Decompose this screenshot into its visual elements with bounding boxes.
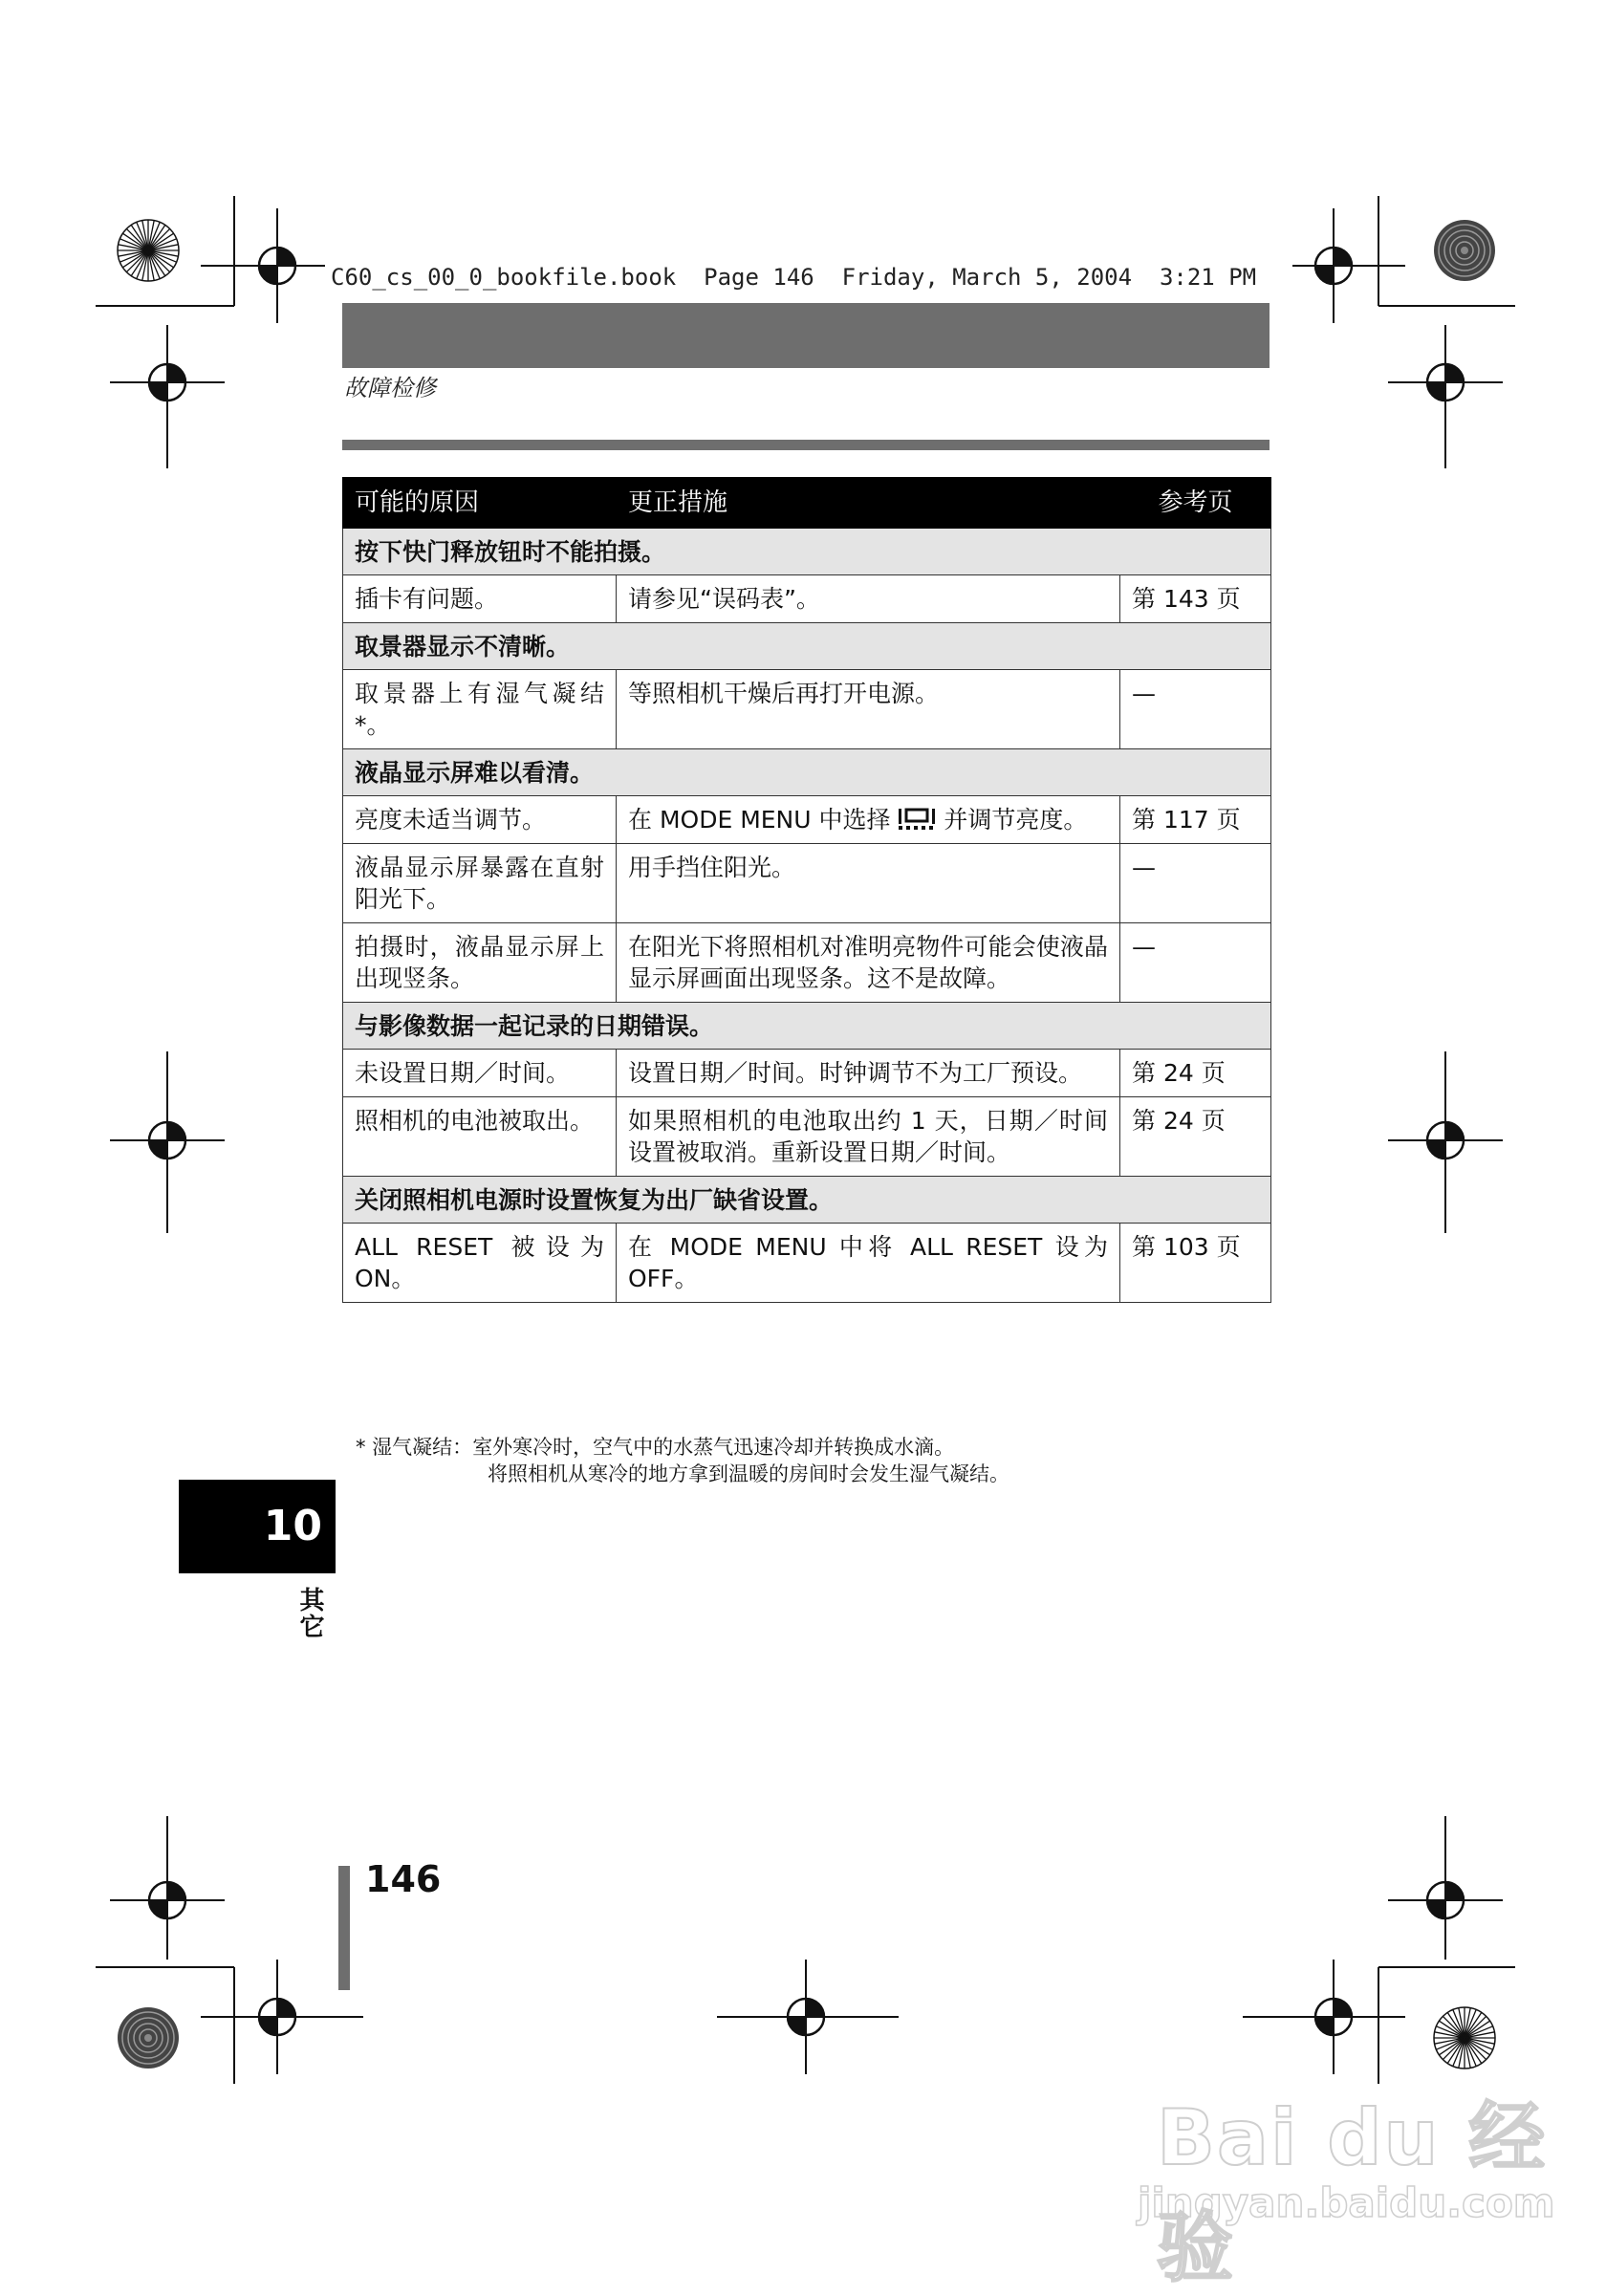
ref-cell: 第 24 页 [1120, 1050, 1271, 1097]
monitor-brightness-icon [898, 808, 936, 831]
table-row [343, 1224, 1271, 1303]
table-row [343, 1050, 1271, 1097]
table-row [343, 844, 1271, 923]
table-row [343, 923, 1271, 1003]
section-title: 故障检修 [344, 375, 436, 401]
section-row [343, 623, 1271, 670]
section-title-cell: 关闭照相机电源时设置恢复为出厂缺省设置。 [343, 1177, 1271, 1224]
footnote-line-1: 室外寒冷时，空气中的水蒸气迅速冷却并转换成水滴。 [472, 1436, 955, 1459]
watermark-main: Bai du 经验 [1157, 2093, 1548, 2292]
ref-cell: 第 143 页 [1120, 575, 1271, 623]
troubleshooting-table [342, 477, 1271, 1303]
column-header-cause: 可能的原因 [343, 478, 617, 529]
ref-cell: — [1120, 844, 1271, 923]
table-row [343, 1097, 1271, 1177]
remedy-cell [617, 796, 1120, 844]
cause-cell: 未设置日期／时间。 [343, 1050, 617, 1097]
page-number-bar [338, 1866, 350, 1990]
section-row [343, 1177, 1271, 1224]
chapter-name: 其它 [295, 1587, 324, 1640]
page-number: 146 [365, 1858, 442, 1900]
section-row [343, 529, 1271, 575]
ref-cell: 第 103 页 [1120, 1224, 1271, 1303]
section-title-cell: 按下快门释放钮时不能拍摄。 [343, 529, 1271, 575]
ref-cell: 第 24 页 [1120, 1097, 1271, 1177]
cause-cell: 照相机的电池被取出。 [343, 1097, 617, 1177]
column-header-remedy: 更正措施 [617, 478, 1120, 529]
header-bar [342, 303, 1270, 368]
footnote-marker: * 湿气凝结： [356, 1436, 473, 1459]
remedy-text-pre: 在 MODE MENU 中选择 [628, 806, 891, 834]
table-header-row [343, 478, 1271, 529]
remedy-cell: 如果照相机的电池取出约 1 天，日期／时间设置被取消。重新设置日期／时间。 [617, 1097, 1120, 1177]
footnote [356, 1434, 1009, 1487]
ref-cell: — [1120, 670, 1271, 749]
rule-bar [342, 440, 1270, 450]
section-title-cell: 与影像数据一起记录的日期错误。 [343, 1003, 1271, 1050]
cause-cell: 取景器上有湿气凝结*。 [343, 670, 617, 749]
remedy-cell: 设置日期／时间。时钟调节不为工厂预设。 [617, 1050, 1120, 1097]
ref-cell: 第 117 页 [1120, 796, 1271, 844]
remedy-cell: 在阳光下将照相机对准明亮物件可能会使液晶显示屏画面出现竖条。这不是故障。 [617, 923, 1120, 1003]
footnote-line-2: 将照相机从寒冷的地方拿到温暖的房间时会发生湿气凝结。 [488, 1462, 1009, 1485]
ref-cell: — [1120, 923, 1271, 1003]
remedy-text-post: 并调节亮度。 [944, 806, 1088, 834]
chapter-tab: 10 [179, 1480, 336, 1573]
section-title-cell: 液晶显示屏难以看清。 [343, 749, 1271, 796]
section-row [343, 1003, 1271, 1050]
cause-cell: 拍摄时，液晶显示屏上出现竖条。 [343, 923, 617, 1003]
column-header-ref: 参考页 [1120, 478, 1271, 529]
cause-cell: 液晶显示屏暴露在直射阳光下。 [343, 844, 617, 923]
print-info-line: C60_cs_00_0_bookfile.book Page 146 Friday, March 5, 2004 3:21 PM [325, 264, 1292, 291]
remedy-cell: 请参见“误码表”。 [617, 575, 1120, 623]
remedy-cell: 在 MODE MENU 中将 ALL RESET 设为 OFF。 [617, 1224, 1120, 1303]
remedy-cell: 等照相机干燥后再打开电源。 [617, 670, 1120, 749]
table-row [343, 575, 1271, 623]
cause-cell: 亮度未适当调节。 [343, 796, 617, 844]
cause-cell: 插卡有问题。 [343, 575, 617, 623]
remedy-cell: 用手挡住阳光。 [617, 844, 1120, 923]
section-row [343, 749, 1271, 796]
watermark [1128, 2065, 1568, 2292]
table-row [343, 796, 1271, 844]
cause-cell: ALL RESET 被设为 ON。 [343, 1224, 617, 1303]
watermark-url: jingyan.baidu.com [1138, 2179, 1555, 2226]
table-row [343, 670, 1271, 749]
section-title-cell: 取景器显示不清晰。 [343, 623, 1271, 670]
